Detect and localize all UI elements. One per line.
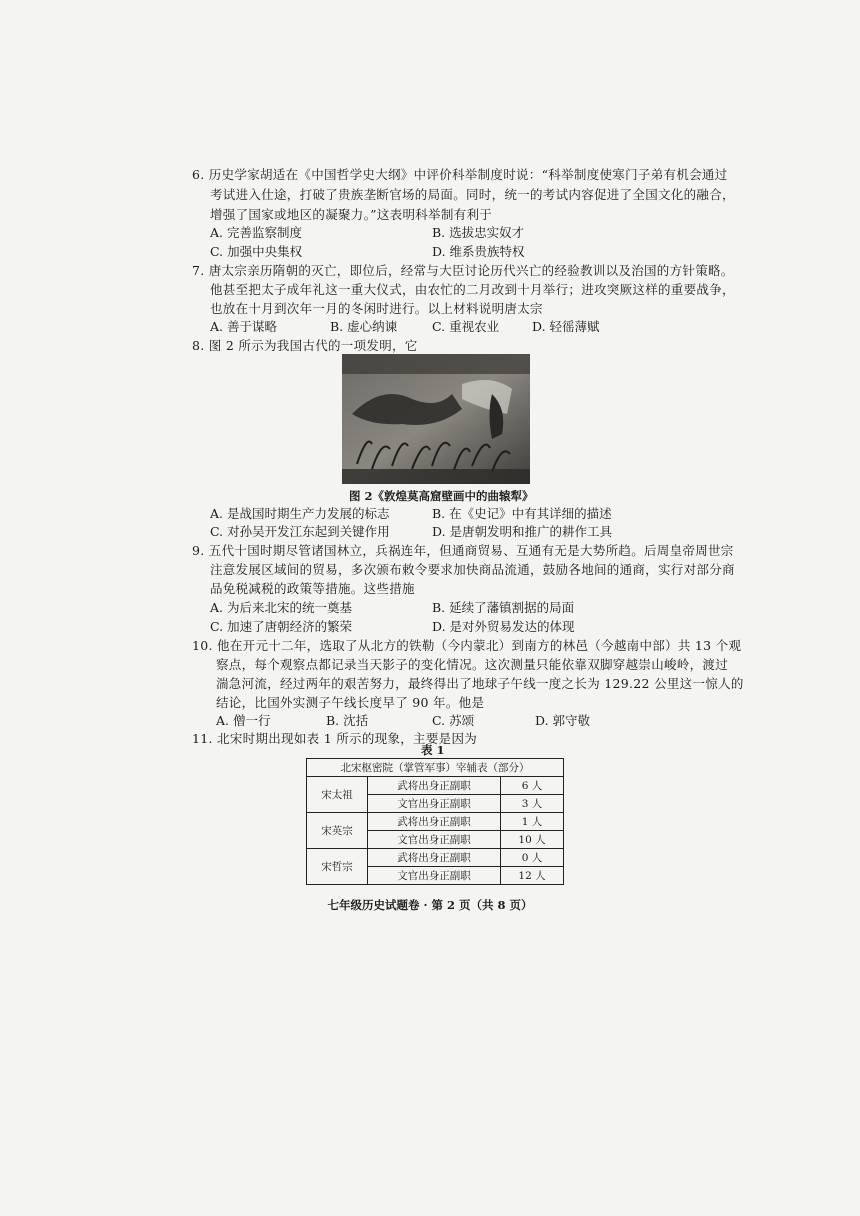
table-emperor-cell: 宋太祖: [307, 777, 368, 813]
table-count-cell: 0 人: [501, 849, 564, 867]
q7-option-a: A. 善于谋略: [210, 319, 277, 334]
q6-option-d: D. 维系贵族特权: [432, 244, 525, 259]
q7-option-c: C. 重视农业: [432, 319, 500, 334]
table-count-cell: 10 人: [501, 831, 564, 849]
q9-option-b: B. 延续了藩镇割据的局面: [432, 600, 575, 615]
q9-option-a: A. 为后来北宋的统一奠基: [210, 600, 352, 615]
q10-line-1: 10. 他在开元十二年，选取了从北方的铁勒（今内蒙北）到南方的林邑（今越南中部）共 13 个观: [192, 638, 742, 653]
table-count-cell: 6 人: [501, 777, 564, 795]
q6-line-1: 6. 历史学家胡适在《中国哲学史大纲》中评价科举制度时说：“科举制度使寒门子弟有机会通过: [192, 167, 728, 182]
table-count-cell: 3 人: [501, 795, 564, 813]
q7-option-d: D. 轻徭薄赋: [532, 319, 600, 334]
table-count-cell: 1 人: [501, 813, 564, 831]
page-footer: 七年级历史试题卷 · 第 2 页（共 8 页）: [327, 898, 533, 912]
table-emperor-cell: 宋哲宗: [307, 849, 368, 885]
q7-option-b: B. 虚心纳谏: [330, 319, 398, 334]
q7-line-1: 7. 唐太宗亲历隋朝的灭亡，即位后，经常与大臣讨论历代兴亡的经验教训以及治国的方针策略。: [192, 263, 734, 278]
table-emperor-cell: 宋英宗: [307, 813, 368, 849]
table-type-cell: 武将出身正副职: [368, 777, 501, 795]
table-type-cell: 文官出身正副职: [368, 867, 501, 885]
q6-line-3: 增强了国家或地区的凝聚力。”这表明科举制有利于: [210, 207, 493, 222]
q10-line-4: 结论，比国外实测子午线长度早了 90 年。他是: [216, 695, 485, 710]
q10-option-a: A. 僧一行: [216, 713, 271, 728]
q6-line-2: 考试进入仕途，打破了贵族垄断官场的局面。同时，统一的考试内容促进了全国文化的融合，: [210, 187, 735, 202]
q8-option-c: C. 对孙吴开发江东起到关键作用: [210, 524, 390, 539]
q10-line-2: 察点，每个观察点都记录当天影子的变化情况。这次测量只能依靠双脚穿越崇山峻岭，渡过: [216, 657, 729, 672]
q11-line-1: 11. 北宋时期出现如表 1 所示的现象，主要是因为: [192, 731, 478, 746]
table-label: 表 1: [421, 743, 445, 757]
council-table: [306, 758, 564, 885]
q6-option-a: A. 完善监察制度: [210, 225, 302, 240]
q10-option-b: B. 沈括: [326, 713, 369, 728]
q6-option-c: C. 加强中央集权: [210, 244, 303, 259]
q9-line-2: 注意发展区域间的贸易，多次颁布敕令要求加快商品流通，鼓励各地间的通商，实行对部分商: [210, 562, 735, 577]
table-count-cell: 12 人: [501, 867, 564, 885]
q10-option-c: C. 苏颂: [432, 713, 475, 728]
q9-option-c: C. 加速了唐朝经济的繁荣: [210, 619, 353, 634]
q8-option-a: A. 是战国时期生产力发展的标志: [210, 506, 390, 521]
q7-line-2: 他甚至把太子成年礼这一重大仪式，由农忙的二月改到十月举行；进攻突厥这样的重要战争，: [210, 282, 735, 297]
table-title: 北宋枢密院（掌管军事）宰辅表（部分）: [307, 759, 564, 777]
q8-option-d: D. 是唐朝发明和推广的耕作工具: [432, 524, 613, 539]
table-type-cell: 文官出身正副职: [368, 831, 501, 849]
figure-caption: 图 2《敦煌莫高窟壁画中的曲辕犁》: [349, 489, 534, 503]
table-type-cell: 武将出身正副职: [368, 813, 501, 831]
q8-option-b: B. 在《史记》中有其详细的描述: [432, 506, 612, 521]
q9-option-d: D. 是对外贸易发达的体现: [432, 619, 575, 634]
q6-option-b: B. 选拔忠实奴才: [432, 225, 525, 240]
q10-option-d: D. 郭守敬: [535, 713, 591, 728]
q10-line-3: 湍急河流，经过两年的艰苦努力，最终得出了地球子午线一度之长为 129.22 公里这一惊人的: [216, 676, 744, 691]
table-type-cell: 文官出身正副职: [368, 795, 501, 813]
q7-line-3: 也放在十月到次年一月的冬闲时进行。以上材料说明唐太宗: [210, 301, 543, 316]
mural-plow-image: [342, 354, 530, 484]
q9-line-1: 9. 五代十国时期尽管诸国林立，兵祸连年，但通商贸易、互通有无是大势所趋。后周皇帝周世宗: [192, 543, 734, 558]
q9-line-3: 品免税减税的政策等措施。这些措施: [210, 581, 415, 596]
table-type-cell: 武将出身正副职: [368, 849, 501, 867]
q8-line-1: 8. 图 2 所示为我国古代的一项发明，它: [192, 338, 418, 353]
